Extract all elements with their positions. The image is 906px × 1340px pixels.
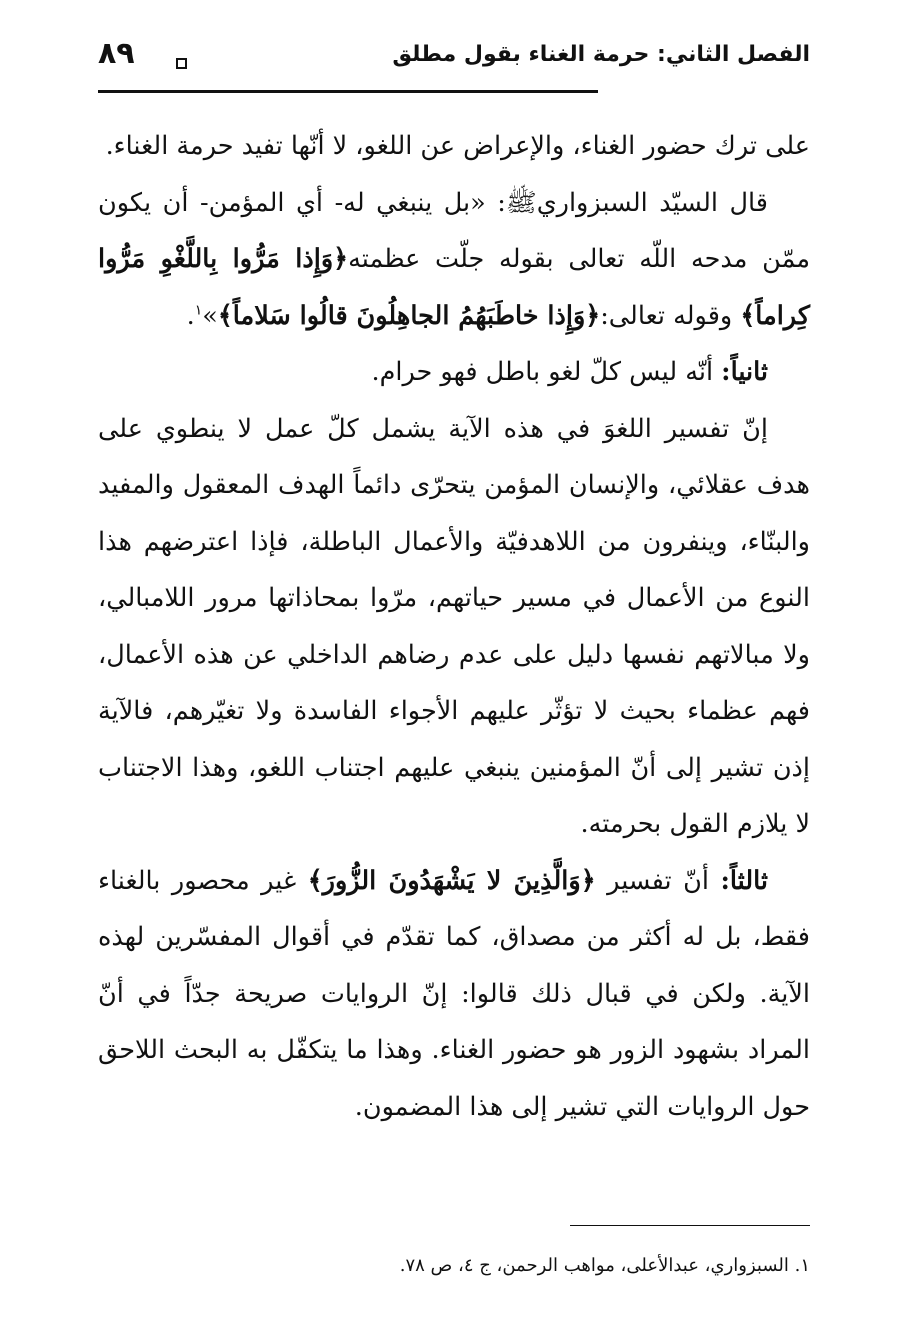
footnote-marker[interactable]: ١ (194, 302, 203, 318)
paragraph-1: على ترك حضور الغناء، والإعراض عن اللغو، لا أنّها تفيد حرمة الغناء. (105, 131, 810, 161)
page-number: ٨٩ (98, 36, 135, 71)
point-two-text: أنّه ليس كلّ لغو باطل فهو حرام. (371, 357, 722, 387)
square-ornament-icon (176, 58, 187, 69)
point-three-label: ثالثاً: (720, 865, 768, 896)
point-three-intro: أنّ تفسير (595, 865, 721, 896)
point-three-text: غير محصور بالغناء فقط، بل له أكثر من مصداق، كما تقدّم في أقوال المفسّرين لهذه الآية. ولكن في قبال ذلك قالوا: إنّ الروايات صريحة جدّاً في أنّ المراد بشهود الزور هو حضور الغناء. وهذا ما يتكفّل به البحث اللاحق حول الروايات التي تشير إلى هذا المضمون. (98, 865, 810, 1122)
main-text (98, 118, 810, 1135)
paragraph-3 (98, 344, 810, 401)
point-two-label: ثانياً: (721, 357, 768, 387)
quote-close: » (202, 300, 218, 331)
paragraph-2-connector: وقوله تعالى: (600, 300, 741, 331)
header-rule (98, 90, 598, 93)
paragraph-2-intro: قال السيّد السبزواري‎ﷺ: «بل ينبغي له- أي المؤمن- أن يكون ممّن مدحه اللّه تعالى بقوله جلّت عظمته (98, 187, 810, 274)
quran-verse-3: ﴿وَالَّذِينَ لا يَشْهَدُونَ الزُّورَ﴾ (307, 865, 596, 896)
running-header (98, 36, 810, 90)
paragraph-2-end: . (186, 300, 195, 331)
quran-verse-2: ﴿وَإِذا خاطَبَهُمُ الجاهِلُونَ قالُوا سَلاماً﴾ (217, 300, 601, 331)
paragraph-2 (98, 175, 810, 345)
chapter-title: الفصل الثاني: حرمة الغناء بقول مطلق (392, 42, 810, 67)
paragraph-5 (98, 853, 810, 1136)
footnote: ١. السبزواري، عبدالأعلى، مواهب الرحمن، ج ٤، ص ٧٨. (399, 1255, 810, 1276)
footnote-separator (570, 1225, 810, 1226)
paragraph-4: إنّ تفسير اللغوَ في هذه الآية يشمل كلّ عمل لا ينطوي على هدف عقلائي، والإنسان المؤمن يتحرّى دائماً الهدف المعقول والمفيد والبنّاء، وينفرون من اللاهدفيّة والأعمال الباطلة، فإذا اعترضهم هذا النوع من الأعمال في مسير حياتهم، مرّوا بمحاذاتها مرور اللامبالي، ولا مبالاتهم نفسها دليل على عدم رضاهم الداخلي عن هذه الأعمال، فهم عظماء بحيث لا تؤثّر عليهم الأجواء الفاسدة ولا تغيّرهم، فالآية إذن تشير إلى أنّ المؤمنين ينبغي عليهم اجتناب اللغو، وهذا الاجتناب لا يلازم القول بحرمته. (98, 413, 810, 839)
quran-verse-1: ﴿وَإِذا مَرُّوا بِاللَّغْوِ مَرُّوا كِراماً﴾ (98, 244, 810, 331)
